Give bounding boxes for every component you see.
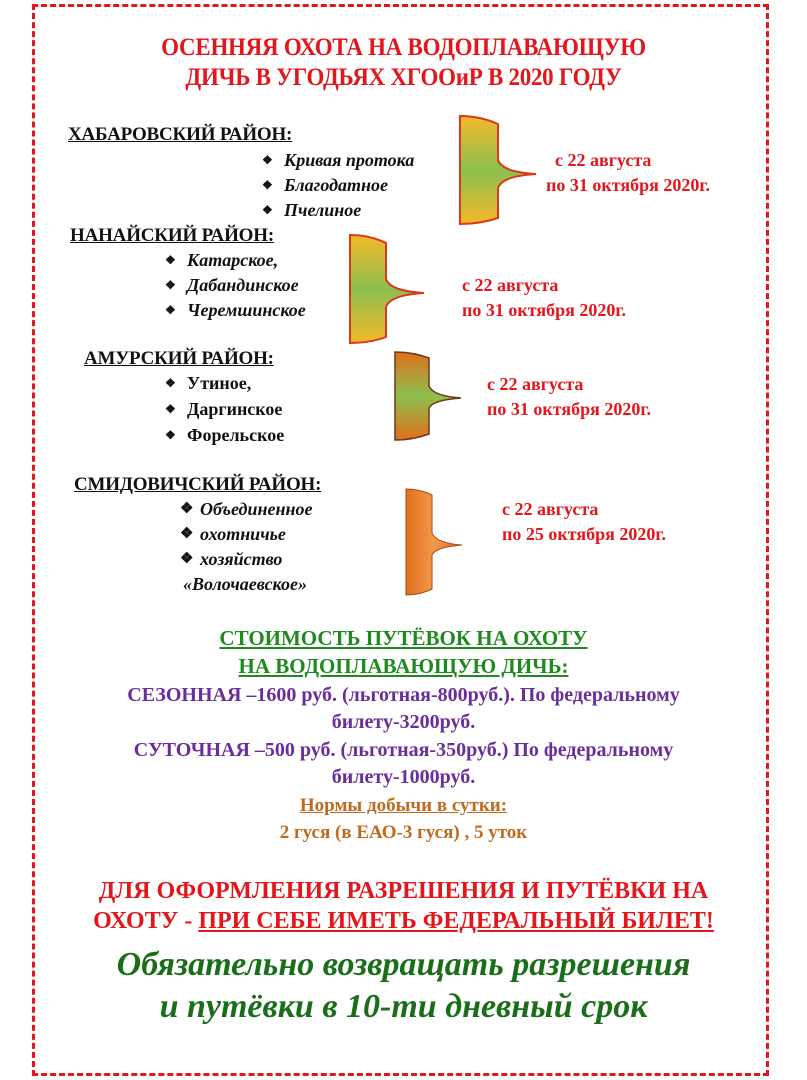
season-end-date: по 31 октября 2020г. — [487, 399, 651, 419]
list-item: ❖ Утиное, — [165, 373, 252, 393]
district-heading-nanai: НАНАЙСКИЙ РАЙОН: — [70, 225, 274, 246]
district-heading-smidovich: СМИДОВИЧСКИЙ РАЙОН: — [74, 474, 322, 495]
list-item: ❖ Кривая протока — [262, 150, 415, 170]
diamond-bullet-icon: ❖ — [165, 402, 176, 416]
list-item: ❖ Форельское — [165, 425, 285, 445]
diamond-bullet-icon: ❖ — [180, 551, 194, 567]
season-start-date: с 22 августа — [487, 374, 584, 394]
reminder-line-2: и путёвки в 10-ти дневный срок — [159, 988, 648, 1025]
diamond-bullet-icon: ❖ — [165, 278, 176, 292]
diamond-bullet-icon: ❖ — [165, 303, 176, 317]
diamond-bullet-icon: ❖ — [262, 178, 273, 192]
list-item: «Волочаевское» — [183, 574, 307, 594]
district-heading-khabarovsk: ХАБАРОВСКИЙ РАЙОН: — [68, 124, 293, 145]
list-item: ❖ Благодатное — [262, 175, 388, 195]
diamond-bullet-icon: ❖ — [262, 203, 273, 217]
notice-line-2: ОХОТУ - ПРИ СЕБЕ ИМЕТЬ ФЕДЕРАЛЬНЫЙ БИЛЕТ! — [93, 908, 714, 934]
daily-price-line-2: билету-1000руб. — [331, 766, 476, 788]
bag-limits-heading: Нормы добычи в сутки: — [299, 795, 508, 816]
cost-heading-line-2: НА ВОДОПЛАВАЮЩУЮ ДИЧЬ: — [238, 654, 569, 678]
season-end-date: по 25 октября 2020г. — [502, 524, 666, 544]
curly-bracket-icon — [458, 114, 538, 226]
daily-price-line-1: СУТОЧНАЯ –500 руб. (льготная-350руб.) По федеральному — [133, 739, 674, 761]
season-end-date: по 31 октября 2020г. — [546, 175, 710, 195]
diamond-bullet-icon: ❖ — [180, 501, 194, 517]
federal-ticket-emphasis: ПРИ СЕБЕ ИМЕТЬ ФЕДЕРАЛЬНЫЙ БИЛЕТ! — [198, 908, 714, 934]
list-item: ❖ Даргинское — [165, 399, 283, 419]
diamond-bullet-icon: ❖ — [262, 153, 273, 167]
page-title-line-1: ОСЕННЯЯ ОХОТА НА ВОДОПЛАВАЮЩУЮ — [161, 34, 646, 61]
list-item: ❖ Пчелиное — [262, 200, 362, 220]
list-item: ❖ Объединенное — [180, 499, 313, 519]
curly-bracket-icon — [348, 233, 428, 345]
district-heading-amur: АМУРСКИЙ РАЙОН: — [84, 348, 274, 369]
seasonal-price-line-1: СЕЗОННАЯ –1600 руб. (льготная-800руб.). По федеральному — [127, 684, 680, 706]
diamond-bullet-icon: ❖ — [180, 526, 194, 542]
list-item: ❖ охотничье — [180, 524, 286, 544]
reminder-line-1: Обязательно возвращать разрешения — [116, 946, 691, 983]
list-item: ❖ хозяйство — [180, 549, 283, 569]
season-start-date: с 22 августа — [555, 150, 652, 170]
diamond-bullet-icon: ❖ — [165, 376, 176, 390]
diamond-bullet-icon: ❖ — [165, 253, 176, 267]
list-item: ❖ Катарское, — [165, 250, 279, 270]
season-start-date: с 22 августа — [502, 499, 599, 519]
seasonal-price-line-2: билету-3200руб. — [331, 711, 476, 733]
list-item: ❖ Черемшинское — [165, 300, 306, 320]
notice-line-1: ДЛЯ ОФОРМЛЕНИЯ РАЗРЕШЕНИЯ И ПУТЁВКИ НА — [98, 878, 709, 904]
curly-bracket-icon — [393, 350, 463, 442]
page-title-line-2: ДИЧЬ В УГОДЬЯХ ХГООиР В 2020 ГОДУ — [185, 64, 622, 91]
cost-heading-line-1: СТОИМОСТЬ ПУТЁВОК НА ОХОТУ — [219, 626, 588, 650]
season-start-date: с 22 августа — [462, 275, 559, 295]
season-end-date: по 31 октября 2020г. — [462, 300, 626, 320]
diamond-bullet-icon: ❖ — [165, 428, 176, 442]
list-item: ❖ Дабандинское — [165, 275, 299, 295]
bag-limits-text: 2 гуся (в ЕАО-3 гуся) , 5 уток — [279, 822, 528, 843]
curly-bracket-icon — [404, 487, 464, 597]
